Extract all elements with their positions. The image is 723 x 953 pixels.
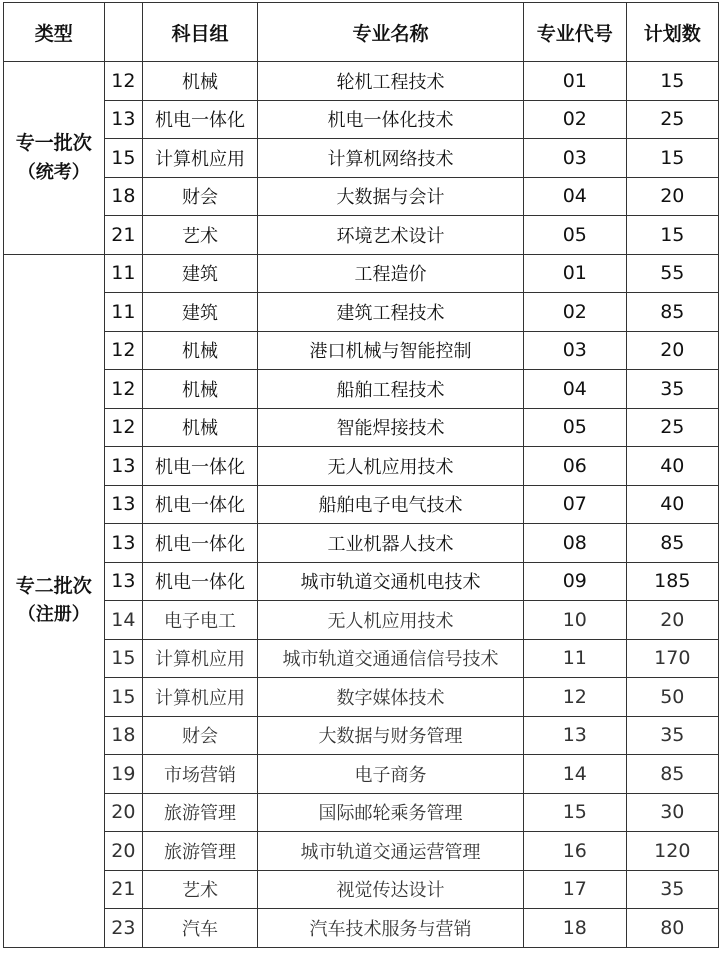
group-code-cell: 12 — [104, 370, 143, 409]
table-row — [4, 639, 719, 678]
plan-count-cell: 25 — [626, 408, 718, 447]
major-code-cell: 12 — [524, 678, 627, 717]
batch-name: 专二批次 — [15, 574, 92, 597]
plan-count-cell: 80 — [626, 909, 718, 948]
major-code-cell: 03 — [524, 139, 627, 178]
major-code-cell: 18 — [524, 909, 627, 948]
plan-count-cell: 35 — [626, 716, 718, 755]
plan-count-cell: 170 — [626, 639, 718, 678]
major-name-cell: 轮机工程技术 — [257, 62, 523, 101]
group-name-cell: 汽车 — [143, 909, 258, 948]
table-row — [4, 524, 719, 563]
major-name-cell: 港口机械与智能控制 — [257, 331, 523, 370]
group-name-cell: 建筑 — [143, 254, 258, 293]
major-name-cell: 大数据与会计 — [257, 177, 523, 216]
plan-count-cell: 85 — [626, 524, 718, 563]
major-name-cell: 智能焊接技术 — [257, 408, 523, 447]
group-code-cell: 23 — [104, 909, 143, 948]
major-name-cell: 船舶电子电气技术 — [257, 485, 523, 524]
plan-count-cell: 35 — [626, 370, 718, 409]
plan-count-cell: 15 — [626, 216, 718, 255]
group-name-cell: 计算机应用 — [143, 139, 258, 178]
group-code-cell: 15 — [104, 678, 143, 717]
major-name-cell: 大数据与财务管理 — [257, 716, 523, 755]
major-name-cell: 数字媒体技术 — [257, 678, 523, 717]
batch-type-cell — [4, 254, 105, 947]
major-code-cell: 03 — [524, 331, 627, 370]
group-name-cell: 机械 — [143, 331, 258, 370]
group-name-cell: 市场营销 — [143, 755, 258, 794]
plan-count-cell: 25 — [626, 100, 718, 139]
major-code-cell: 16 — [524, 832, 627, 871]
group-name-cell: 计算机应用 — [143, 678, 258, 717]
table-row — [4, 716, 719, 755]
group-code-cell: 11 — [104, 293, 143, 332]
group-code-cell: 13 — [104, 447, 143, 486]
major-name-cell: 工程造价 — [257, 254, 523, 293]
group-name-cell: 机械 — [143, 408, 258, 447]
plan-count-cell: 20 — [626, 331, 718, 370]
major-code-cell: 13 — [524, 716, 627, 755]
major-code-cell: 17 — [524, 870, 627, 909]
plan-count-cell: 20 — [626, 601, 718, 640]
table-row — [4, 177, 719, 216]
major-name-cell: 无人机应用技术 — [257, 601, 523, 640]
group-code-cell: 19 — [104, 755, 143, 794]
table-row — [4, 254, 719, 293]
major-name-cell: 汽车技术服务与营销 — [257, 909, 523, 948]
batch-exam-type: （注册） — [17, 604, 90, 626]
group-code-cell: 13 — [104, 100, 143, 139]
major-name-cell: 建筑工程技术 — [257, 293, 523, 332]
table-row — [4, 331, 719, 370]
group-code-cell: 15 — [104, 139, 143, 178]
major-name-cell: 电子商务 — [257, 755, 523, 794]
plan-count-cell: 40 — [626, 485, 718, 524]
group-name-cell: 机电一体化 — [143, 447, 258, 486]
major-name-cell: 城市轨道交通通信信号技术 — [257, 639, 523, 678]
group-name-cell: 机电一体化 — [143, 524, 258, 563]
table-row — [4, 601, 719, 640]
group-name-cell: 艺术 — [143, 870, 258, 909]
plan-count-cell: 120 — [626, 832, 718, 871]
group-name-cell: 艺术 — [143, 216, 258, 255]
group-name-cell: 建筑 — [143, 293, 258, 332]
plan-count-cell: 40 — [626, 447, 718, 486]
batch-exam-type: （统考） — [17, 161, 90, 183]
group-name-cell: 机械 — [143, 62, 258, 101]
group-name-cell: 机电一体化 — [143, 485, 258, 524]
plan-count-cell: 20 — [626, 177, 718, 216]
table-row — [4, 139, 719, 178]
major-name-cell: 船舶工程技术 — [257, 370, 523, 409]
table-row — [4, 62, 719, 101]
header-type: 类型 — [4, 3, 105, 62]
group-name-cell: 计算机应用 — [143, 639, 258, 678]
major-name-cell: 工业机器人技术 — [257, 524, 523, 563]
group-name-cell: 旅游管理 — [143, 793, 258, 832]
group-name-cell: 机电一体化 — [143, 562, 258, 601]
batch-name: 专一批次 — [15, 132, 92, 155]
major-code-cell: 14 — [524, 755, 627, 794]
group-code-cell: 15 — [104, 639, 143, 678]
header-group: 科目组 — [143, 3, 258, 62]
table-row — [4, 755, 719, 794]
major-code-cell: 01 — [524, 62, 627, 101]
major-code-cell: 04 — [524, 177, 627, 216]
group-code-cell: 12 — [104, 62, 143, 101]
group-name-cell: 电子电工 — [143, 601, 258, 640]
major-name-cell: 视觉传达设计 — [257, 870, 523, 909]
major-code-cell: 11 — [524, 639, 627, 678]
group-name-cell: 财会 — [143, 177, 258, 216]
major-code-cell: 10 — [524, 601, 627, 640]
table-row — [4, 870, 719, 909]
table-row — [4, 793, 719, 832]
table-row — [4, 485, 719, 524]
major-name-cell: 无人机应用技术 — [257, 447, 523, 486]
table-row — [4, 447, 719, 486]
header-major-code: 专业代号 — [524, 3, 627, 62]
table-body — [4, 62, 719, 948]
major-name-cell: 城市轨道交通运营管理 — [257, 832, 523, 871]
header-plan: 计划数 — [626, 3, 718, 62]
group-code-cell: 13 — [104, 562, 143, 601]
group-code-cell: 11 — [104, 254, 143, 293]
group-code-cell: 20 — [104, 793, 143, 832]
table-row — [4, 678, 719, 717]
group-name-cell: 机械 — [143, 370, 258, 409]
major-code-cell: 05 — [524, 216, 627, 255]
plan-count-cell: 35 — [626, 870, 718, 909]
plan-count-cell: 55 — [626, 254, 718, 293]
group-code-cell: 21 — [104, 216, 143, 255]
batch-type-cell — [4, 62, 105, 255]
plan-count-cell: 85 — [626, 293, 718, 332]
group-code-cell: 12 — [104, 408, 143, 447]
major-name-cell: 城市轨道交通机电技术 — [257, 562, 523, 601]
table-row — [4, 562, 719, 601]
enrollment-plan-table — [3, 2, 719, 948]
major-code-cell: 06 — [524, 447, 627, 486]
table-row — [4, 909, 719, 948]
plan-count-cell: 15 — [626, 62, 718, 101]
group-code-cell: 18 — [104, 716, 143, 755]
group-code-cell: 20 — [104, 832, 143, 871]
plan-count-cell: 85 — [626, 755, 718, 794]
group-name-cell: 机电一体化 — [143, 100, 258, 139]
table-row — [4, 408, 719, 447]
group-code-cell: 18 — [104, 177, 143, 216]
group-name-cell: 财会 — [143, 716, 258, 755]
table-row — [4, 370, 719, 409]
major-code-cell: 04 — [524, 370, 627, 409]
group-name-cell: 旅游管理 — [143, 832, 258, 871]
table-row — [4, 293, 719, 332]
major-name-cell: 环境艺术设计 — [257, 216, 523, 255]
major-name-cell: 国际邮轮乘务管理 — [257, 793, 523, 832]
major-code-cell: 07 — [524, 485, 627, 524]
group-code-cell: 21 — [104, 870, 143, 909]
group-code-cell: 13 — [104, 485, 143, 524]
major-code-cell: 09 — [524, 562, 627, 601]
major-code-cell: 02 — [524, 100, 627, 139]
major-code-cell: 08 — [524, 524, 627, 563]
plan-count-cell: 30 — [626, 793, 718, 832]
group-code-cell: 13 — [104, 524, 143, 563]
header-group-code — [104, 3, 143, 62]
header-row — [4, 3, 719, 62]
major-code-cell: 02 — [524, 293, 627, 332]
major-code-cell: 05 — [524, 408, 627, 447]
major-name-cell: 机电一体化技术 — [257, 100, 523, 139]
plan-count-cell: 50 — [626, 678, 718, 717]
group-code-cell: 14 — [104, 601, 143, 640]
header-major: 专业名称 — [257, 3, 523, 62]
major-code-cell: 01 — [524, 254, 627, 293]
plan-count-cell: 15 — [626, 139, 718, 178]
table-row — [4, 100, 719, 139]
major-code-cell: 15 — [524, 793, 627, 832]
table-row — [4, 832, 719, 871]
major-name-cell: 计算机网络技术 — [257, 139, 523, 178]
plan-count-cell: 185 — [626, 562, 718, 601]
group-code-cell: 12 — [104, 331, 143, 370]
table-row — [4, 216, 719, 255]
